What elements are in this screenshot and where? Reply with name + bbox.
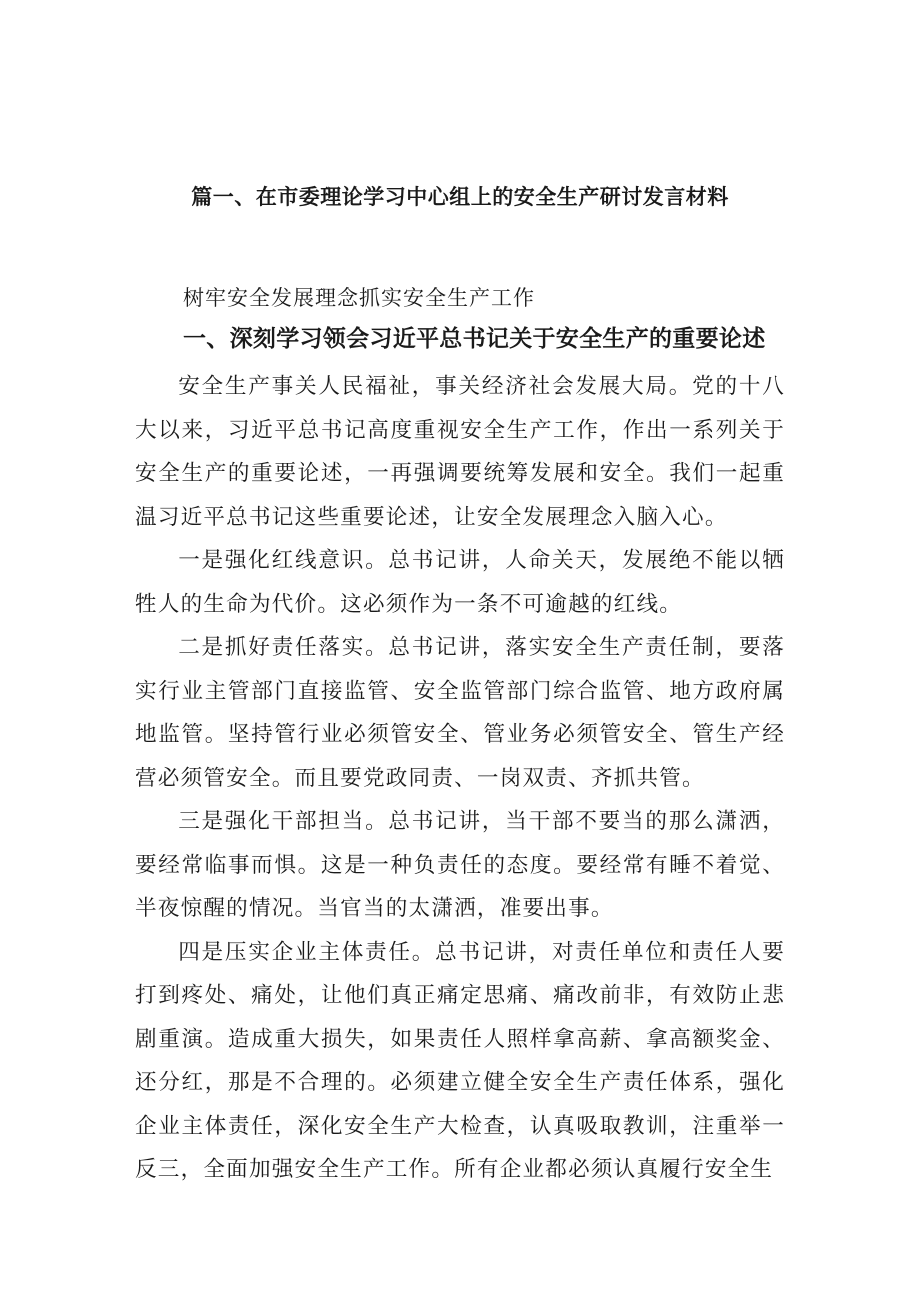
document-body bbox=[135, 365, 785, 1192]
paragraph-responsibility: 二是抓好责任落实。总书记讲，落实安全生产责任制，要落实行业主管部门直接监管、安全监管部门综合监管、地方政府属地监管。坚持管行业必须管安全、管业务必须管安全、管生产经营必须管安全。而且要党政同责、一岗双责、齐抓共管。 bbox=[135, 635, 785, 791]
paragraph-cadre: 三是强化干部担当。总书记讲，当干部不要当的那么潇洒，要经常临事而惧。这是一种负责任的态度。要经常有睡不着觉、半夜惊醒的情况。当官当的太潇洒，准要出事。 bbox=[135, 809, 785, 921]
paragraph-red-line: 一是强化红线意识。总书记讲，人命关天，发展绝不能以牺牲人的生命为代价。这必须作为一条不可逾越的红线。 bbox=[135, 548, 785, 617]
document-title: 篇一、在市委理论学习中心组上的安全生产研讨发言材料 bbox=[191, 184, 729, 209]
section-heading: 一、深刻学习领会习近平总书记关于安全生产的重要论述 bbox=[183, 326, 766, 352]
paragraph-enterprise: 四是压实企业主体责任。总书记讲，对责任单位和责任人要打到疼处、痛处，让他们真正痛定思痛、痛改前非，有效防止悲剧重演。造成重大损失，如果责任人照样拿高薪、拿高额奖金、还分红，那是不合理的。必须建立健全安全生产责任体系，强化企业主体责任，深化安全生产大检查，认真吸取教训，注重举一反三，全面加强安全生产工作。所有企业都必须认真履行安全生 bbox=[135, 939, 785, 1182]
document-subtitle: 树牢安全发展理念抓实安全生产工作 bbox=[183, 286, 535, 310]
paragraph-intro: 安全生产事关人民福祉，事关经济社会发展大局。党的十八大以来，习近平总书记高度重视安全生产工作，作出一系列关于安全生产的重要论述，一再强调要统筹发展和安全。我们一起重温习近平总书记这些重要论述，让安全发展理念入脑入心。 bbox=[135, 374, 785, 530]
